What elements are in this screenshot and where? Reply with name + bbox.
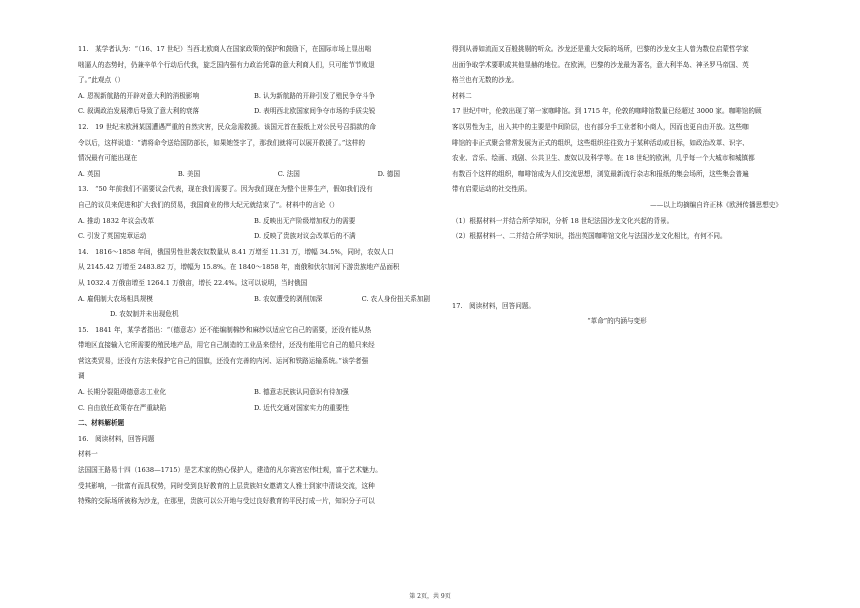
option-a[interactable]: A. 英国 [78,169,101,178]
option-d[interactable]: D. 近代交通对国家实力的重要性 [254,403,349,412]
q12-stem-line: 情况最有可能出现在 [78,154,138,163]
question-12 [78,120,430,182]
material-one-line: 特殊的交际场所被称为沙龙，在那里，贵族可以公开地与受过良好教育的平民打成一片，知识分子可以 [78,497,375,506]
q12-options-row [78,167,430,183]
option-c[interactable]: C. 自由放任政策存在严重缺陷 [78,403,167,412]
q14-options-row [78,307,430,323]
option-b[interactable]: B. 反映出无产阶级增加权力的需要 [254,216,356,225]
question-17-title: “革命”的内涵与变形 [587,317,647,326]
question-16 [78,432,430,510]
option-a[interactable]: A. 雇佣制大农场相具规模 [78,294,153,303]
q11-stem-line: 咄逼人的态势时，仍兼辛单个行动后代我，旋乏国内强有力政治凭靠的意大利商人们，只可能节节败退 [78,60,375,69]
material-one-line: 受其影响，一批富有而具权势，同时受到良好教育的上层贵族妇女邀请文人雅士到家中清谈交流，这种 [78,481,375,490]
option-a[interactable]: A. 长期分裂阻碍德意志工业化 [78,388,167,397]
option-b[interactable]: B. 认为新航路的开辟引发了殖民争夺斗争 [254,91,376,100]
option-c[interactable]: C. 引发了英国宪章运动 [78,232,147,241]
q12-stem-line: 令以后，这样说道：“请将命令送给国防部长，如果她签字了，那我们就将可以展开救援了。”这样的 [78,138,365,147]
material-two-line: 客以男性为主，出入其中的主要是中间阶层，也有部分手工业者和小商人，因而也更自由开放。这些咖 [452,122,749,131]
material-two-line: 啡馆的非正式聚会常常发展为正式的组织，这些组织往往致力于某种活动或目标，如政治改革、识字、 [452,138,749,147]
q13-options-row [78,214,430,230]
q11-stem-line: 了。”此观点（） [78,76,125,85]
q11-options-row [78,104,430,120]
q14-stem-line: 14. 1816～1858 年间，俄国男性世袭农奴数量从 8.41 万增至 11.31 万，增幅 34.5%，同时，农奴人口 [78,247,394,256]
left-column [78,42,430,510]
material-one-line: 法国国王路易十四（1638—1715）是艺术家的热心保护人，建造的凡尔赛宫宏伟壮观，富于艺术魅力。 [78,466,382,475]
q14-stem-line: 从 1032.4 万俄亩增至 1264.1 万俄亩，增长 22.4%。这可以说明，当时俄国 [78,278,308,287]
question-13 [78,182,430,244]
question-17-stem: 17. 阅读材料，回答问题。 [452,301,536,310]
q14-options-row [78,292,430,308]
material-one-line: 格兰也有无数的沙龙。 [452,76,518,85]
material-two-line: 17 世纪中叶，伦敦出现了第一家咖啡馆。到 1715 年，伦敦的咖啡馆数量已经超过 3000 家。咖啡馆的顾 [452,107,762,116]
question-11 [78,42,430,120]
section-heading: 二、材料解析题 [78,419,125,428]
option-c[interactable]: C. 农人身份扭关系加剧 [361,294,430,303]
option-a[interactable]: A. 推动 1832 年议会改革 [78,216,155,225]
question-14 [78,245,430,323]
q13-stem-line: 自己的议员来促进和扩大我们的贸易，我国商业的伟大纪元就结束了”。材料中的言论（） [78,200,339,209]
question-16-ask-1: （1）根据材料一并结合所学知识，分析 18 世纪法国沙龙文化兴起的背景。 [452,216,674,225]
material-one-line: 得到从善如流而又百般挑剔的听众。沙龙还是重大交际的场所，巴黎的沙龙女主人曾为数位启蒙哲学家 [452,45,749,53]
option-b[interactable]: B. 农奴遭受的剥削加深 [254,294,323,303]
material-one-label: 材料一 [78,450,98,459]
q15-options-row [78,401,430,417]
q15-stem-line: 调 [78,372,85,381]
option-d[interactable]: D. 农奴制并未出现危机 [110,310,179,319]
option-c[interactable]: C. 叙调政治发展滞后导致了意大利的衰落 [78,107,200,116]
material-two-line: 带有启蒙运动的社交性质。 [452,185,532,194]
material-source: ——以上均摘编自许正林《欧洲传播思想史》 [650,200,782,209]
option-a[interactable]: A. 恩视新航路的开辟对意大利的消极影响 [78,91,200,100]
answer-space [452,245,782,299]
material-two-line: 有数百个这样的组织，咖啡馆成为人们交流思想，浏览最新流行杂志和报纸的集会场所，这些集会普遍 [452,169,749,178]
q11-options-row [78,89,430,105]
q13-options-row [78,229,430,245]
page-footer: 第 2页，共 9页 [409,593,451,600]
q11-stem-line: 11. 某学者认为：“（16、17 世纪）当西北欧商人在国家政策的保护和鼓励下，在国际市场上显出咄 [78,45,372,53]
q15-stem-line: 带地区直接输入它所需要的殖民地产品，用它自己制造的工业品来偿付，还没有能用它自己的船只来经 [78,341,375,350]
q15-options-row [78,385,430,401]
question-15 [78,323,430,417]
material-two-line: 农业、音乐、绘画、戏剧、公共卫生、废奴以及科学等。在 18 世纪的欧洲，几乎每一个大城市和城镇都 [452,154,755,163]
material-one-line: 出面争取学术要职或其他显赫的地位。在欧洲，巴黎的沙龙最为著名，意大利半岛、神圣罗马帝国、英 [452,60,749,69]
option-b[interactable]: B. 美国 [177,169,201,178]
option-c[interactable]: C. 法国 [277,169,300,178]
q12-stem-line: 12. 19 世纪末欧洲某国遭遇严重的自然灾害，民众急需救援。该国元首在报纸上对公民号召捐款的命 [78,122,376,131]
q15-stem-line: 15. 1841 年，某学者指出：“（德意志）还不能编制棉纱和麻纱以适应它自己的需要，还没有能从热 [78,325,372,334]
option-b[interactable]: B. 德意志民族认同意识有待加强 [254,388,349,397]
option-d[interactable]: D. 德国 [377,169,400,178]
q13-stem-line: 13. “50 年前我们不需要议会代表，现在我们需要了。因为我们现在为整个世界生产，假如我们没有 [78,185,373,194]
q14-options-bc [254,292,430,308]
question-16-ask-2: （2）根据材料一、二并结合所学知识，指出英国咖啡馆文化与法国沙龙文化相比，有何不同。 [452,232,727,241]
material-two-label: 材料二 [452,91,472,100]
q14-stem-line: 从 2145.42 万增至 2483.82 万，增幅为 15.8%。在 1840～1858 年，南俄和伏尔加河下游贵族地产品面积 [78,263,400,272]
q15-stem-line: 营这类贸易，还没有方法来保护它自己的国旗，还没有完善的内河、运河和铁路运输系统。”该学者强 [78,356,369,365]
option-d[interactable]: D. 表明西北欧国家间争夺市场的手质尖锐 [254,107,376,116]
option-d[interactable]: D. 反映了贵族对议会改革后的不满 [254,232,356,241]
q16-stem: 16. 阅读材料，回答问题 [78,434,155,443]
right-column [452,42,782,330]
